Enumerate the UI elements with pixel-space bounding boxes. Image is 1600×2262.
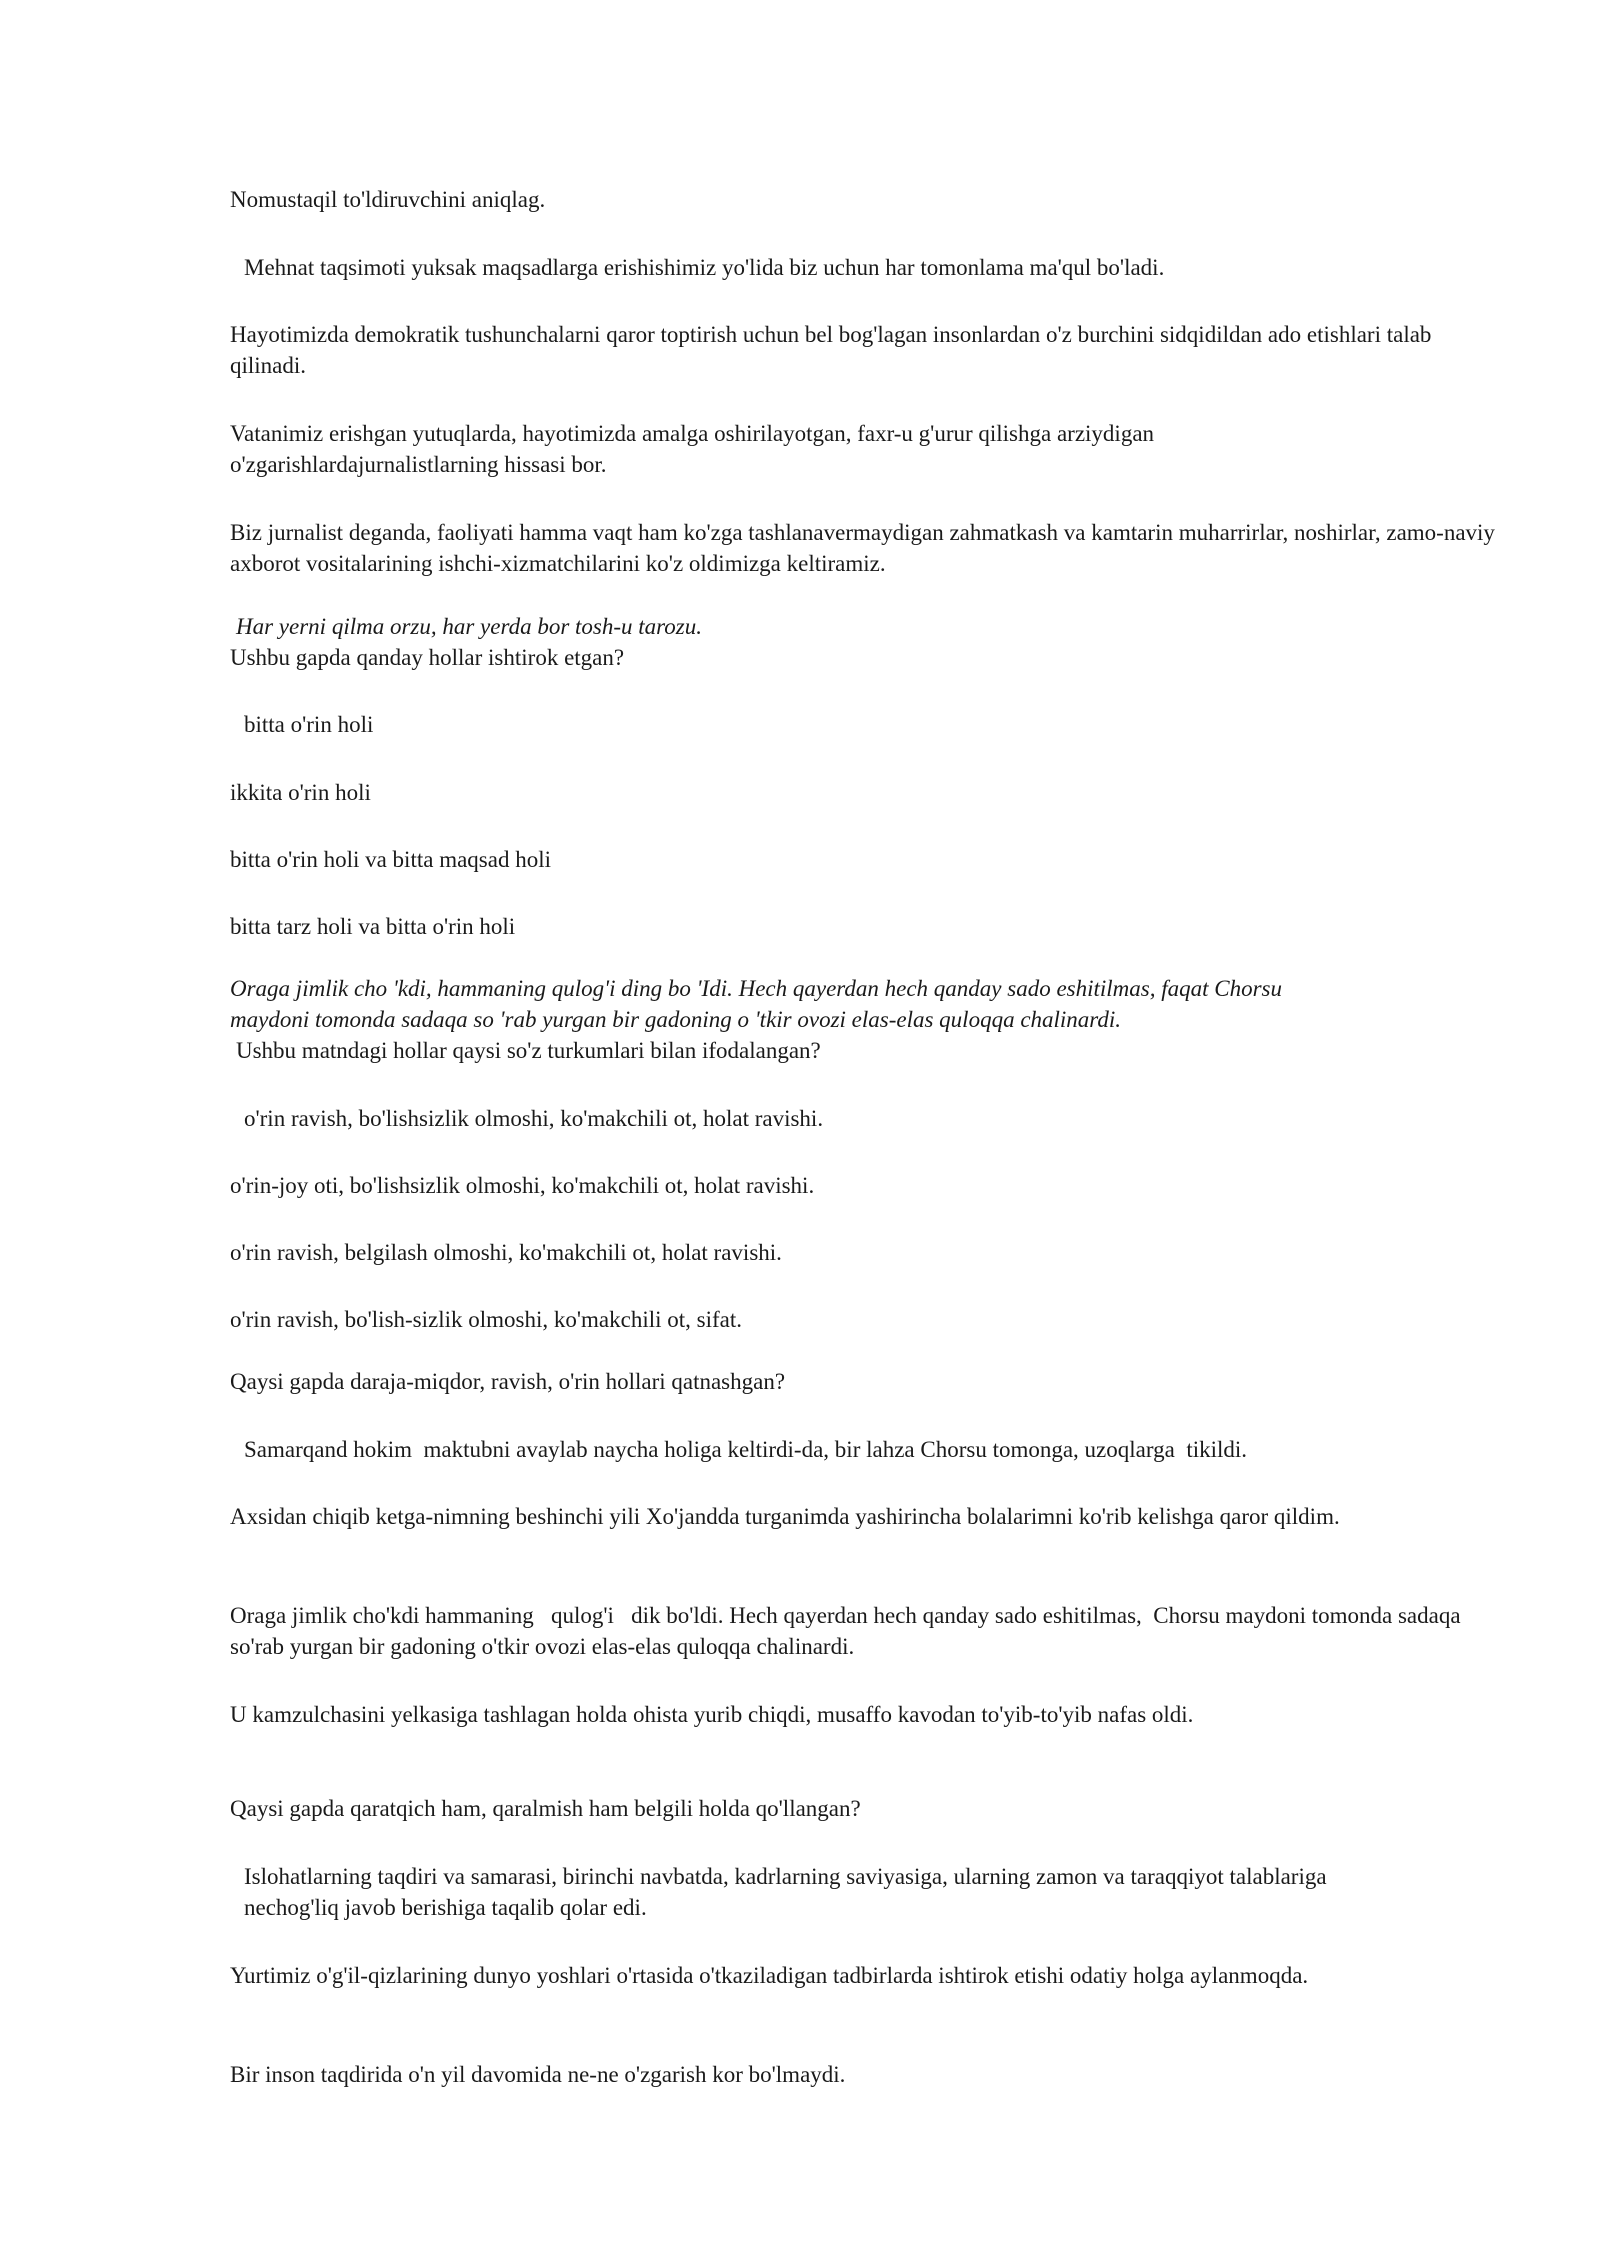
question-2-option-c: bitta o'rin holi va bitta maqsad holi [230, 847, 551, 872]
question-1-prompt: Nomustaqil to'ldiruvchini aniqlag. [230, 187, 546, 212]
question-3-option-a: o'rin ravish, bo'lishsizlik olmoshi, ko'makchili ot, holat ravishi. [244, 1106, 824, 1131]
question-5-option-c: Bir inson taqdirida o'n yil davomida ne-ne o'zgarish kor bo'lmaydi. [230, 2062, 846, 2087]
question-5-option-a: Islohatlarning taqdiri va samarasi, birinchi navbatda, kadrlarning saviyasiga, ularning zamon va taraqqiyot talablariga nechog'liq javob berishiga taqalib qolar edi. [244, 1864, 1333, 1920]
question-3-prompt: Ushbu matndagi hollar qaysi so'z turkumlari bilan ifodalangan? [236, 1038, 821, 1063]
question-1-option-c: Vatanimiz erishgan yutuqlarda, hayotimizda amalga oshirilayotgan, faxr-u g'urur qilishga arziydigan o'zgarishlardajurnalistlarning hissasi bor. [230, 421, 1160, 477]
question-4-option-c: Oraga jimlik cho'kdi hammaning qulog'i dik bo'ldi. Hech qayerdan hech qanday sado eshitilmas, Chorsu maydoni tomonda sadaqa so'rab yurgan bir gadoning o'tkir ovozi elas-elas quloqqa chalinardi. [230, 1603, 1467, 1659]
question-5-prompt: Qaysi gapda qaratqich ham, qaralmish ham belgili holda qo'llangan? [230, 1796, 861, 1821]
question-3-option-d: o'rin ravish, bo'lish-sizlik olmoshi, ko'makchili ot, sifat. [230, 1307, 742, 1332]
question-3-quote-line-1: Oraga jimlik cho 'kdi, hammaning qulog'i ding bo 'Idi. Hech qayerdan hech qanday sado eshitilmas, faqat Chorsu [230, 976, 1283, 1001]
question-1-option-b: Hayotimizda demokratik tushunchalarni qaror toptirish uchun bel bog'lagan insonlardan o'z burchini sidqidildan ado etishlari talab qilinadi. [230, 322, 1438, 378]
question-4-option-d: U kamzulchasini yelkasiga tashlagan holda ohista yurib chiqdi, musaffo kavodan to'yib-to'yib nafas oldi. [230, 1702, 1194, 1727]
question-3-quote-line-2: maydoni tomonda sadaqa so 'rab yurgan bir gadoning o 'tkir ovozi elas-elas quloqqa chalinardi. [230, 1007, 1122, 1032]
question-2-option-b: ikkita o'rin holi [230, 780, 371, 805]
question-2-quote: Har yerni qilma orzu, har yerda bor tosh-u tarozu. [236, 614, 702, 639]
question-2-option-d: bitta tarz holi va bitta o'rin holi [230, 914, 516, 939]
question-3-option-b: o'rin-joy oti, bo'lishsizlik olmoshi, ko'makchili ot, holat ravishi. [230, 1173, 815, 1198]
question-1-option-a: Mehnat taqsimoti yuksak maqsadlarga erishishimiz yo'lida biz uchun har tomonlama ma'qul bo'ladi. [244, 255, 1165, 280]
question-5-option-b: Yurtimiz o'g'il-qizlarining dunyo yoshlari o'rtasida o'tkaziladigan tadbirlarda ishtirok etishi odatiy holga aylanmoqda. [230, 1963, 1309, 1988]
question-3-option-c: o'rin ravish, belgilash olmoshi, ko'makchili ot, holat ravishi. [230, 1240, 782, 1265]
question-4-option-a: Samarqand hokim maktubni avaylab naycha holiga keltirdi-da, bir lahza Chorsu tomonga, uzoqlarga tikildi. [244, 1437, 1248, 1462]
question-1-option-d: Biz jurnalist deganda, faoliyati hamma vaqt ham ko'zga tashlanavermaydigan zahmatkash va kamtarin muharrirlar, noshirlar, zamo-naviy axborot vositalarining ishchi-xizmatchilarini ko'z oldimizga keltiramiz. [230, 520, 1501, 576]
question-4-prompt: Qaysi gapda daraja-miqdor, ravish, o'rin hollari qatnashgan? [230, 1369, 786, 1394]
question-4-option-b: Axsidan chiqib ketga-nimning beshinchi yili Xo'jandda turganimda yashirincha bolalarimni ko'rib kelishga qaror qildim. [230, 1504, 1340, 1529]
question-2-option-a: bitta o'rin holi [244, 712, 374, 737]
question-2-prompt: Ushbu gapda qanday hollar ishtirok etgan? [230, 645, 625, 670]
